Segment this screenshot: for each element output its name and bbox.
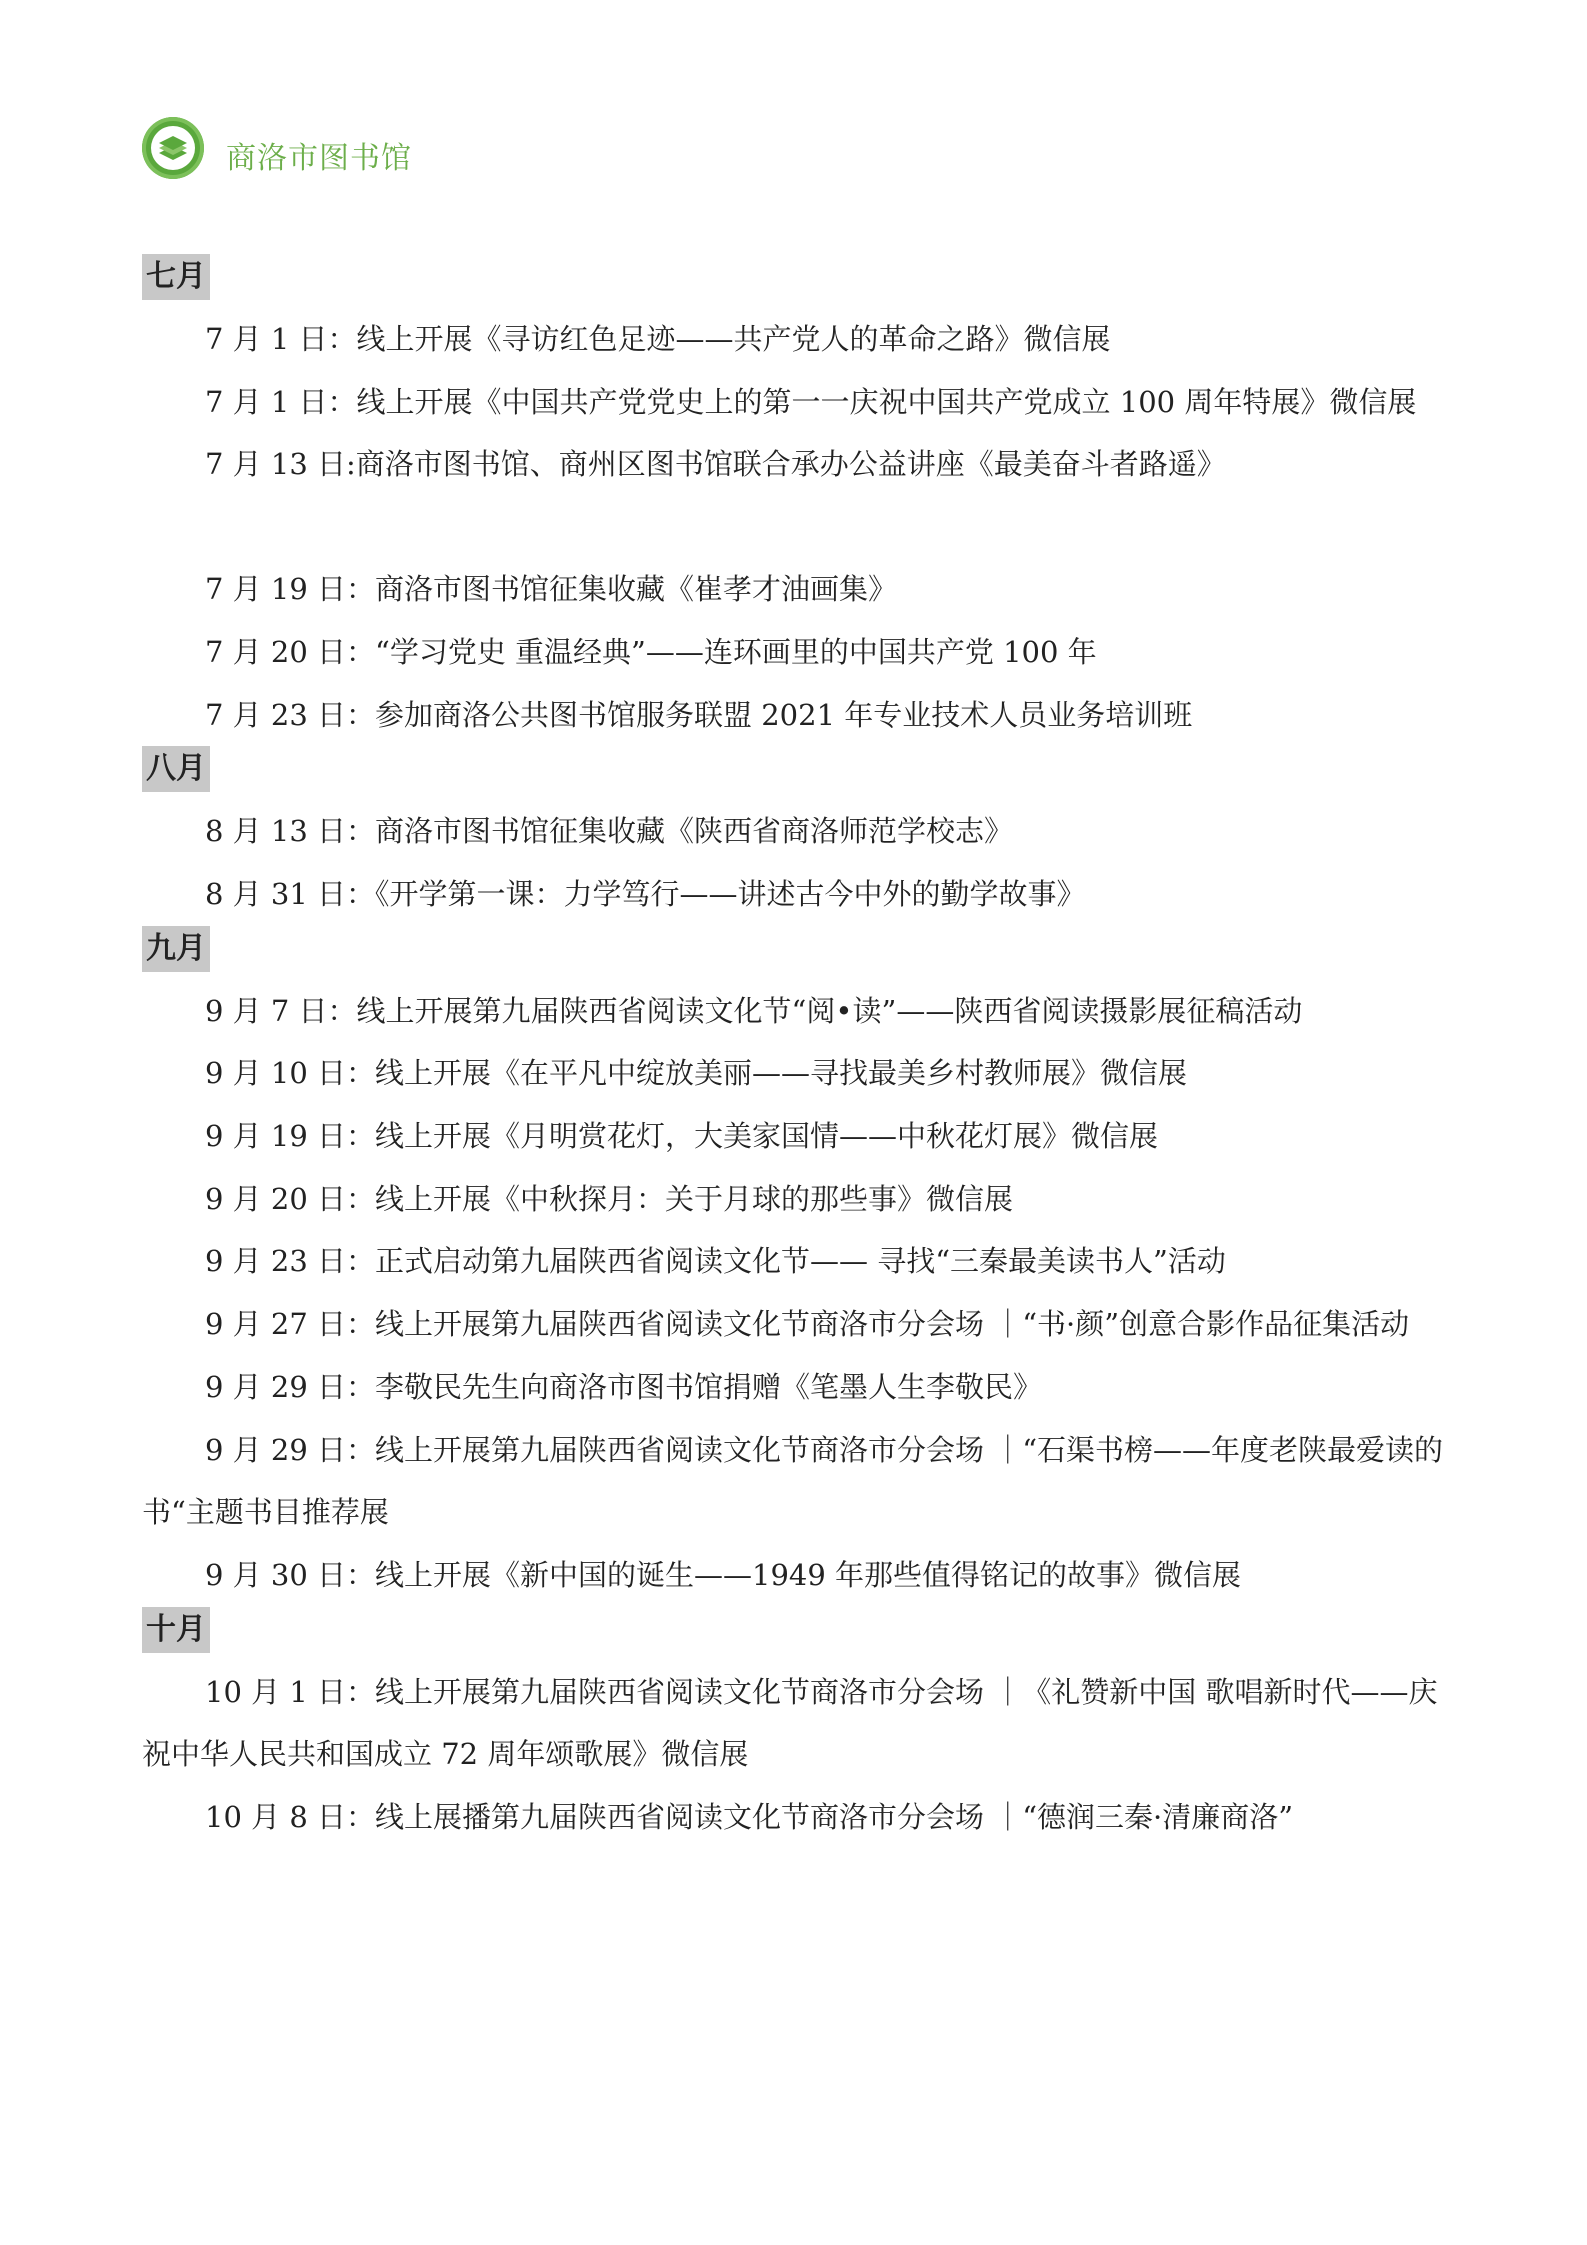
- list-item: 7 月 1 日：线上开展《中国共产党党史上的第一一庆祝中国共产党成立 100 周年特展》微信展: [205, 384, 1417, 419]
- spacer: [142, 496, 1452, 558]
- list-item: 9 月 27 日：线上开展第九届陕西省阅读文化节商洛市分会场 ｜“书·颜”创意合影作品征集活动: [205, 1307, 1410, 1342]
- list-item: 9 月 29 日：李敬民先生向商洛市图书馆捐赠《笔墨人生李敬民》: [205, 1369, 1043, 1404]
- page-header: [142, 118, 412, 178]
- list-item: 9 月 23 日：正式启动第九届陕西省阅读文化节—— 寻找“三秦最美读书人”活动: [205, 1244, 1226, 1279]
- month-label: 九月: [142, 926, 210, 972]
- list-item: 8 月 31 日：《开学第一课：力学笃行——讲述古今中外的勤学故事》: [205, 876, 1086, 911]
- list-item: 7 月 1 日：线上开展《寻访红色足迹——共产党人的革命之路》微信展: [205, 322, 1111, 356]
- list-item: 8 月 13 日：商洛市图书馆征集收藏《陕西省商洛师范学校志》: [205, 814, 1014, 849]
- event-list: [142, 254, 1452, 1849]
- list-item: 9 月 19 日：线上开展《月明赏花灯，大美家国情——中秋花灯展》微信展: [205, 1119, 1159, 1154]
- list-item: 9 月 20 日：线上开展《中秋探月：关于月球的那些事》微信展: [205, 1181, 1014, 1216]
- list-item: 7 月 13 日:商洛市图书馆、商州区图书馆联合承办公益讲座《最美奋斗者路遥》: [205, 447, 1226, 482]
- list-item: 7 月 20 日：“学习党史 重温经典”——连环画里的中国共产党 100 年: [205, 634, 1097, 669]
- list-item: 9 月 7 日：线上开展第九届陕西省阅读文化节“阅•读”——陕西省阅读摄影展征稿活动: [205, 993, 1303, 1028]
- list-item: 10 月 8 日：线上展播第九届陕西省阅读文化节商洛市分会场 ｜“德润三秦·清廉商洛”: [205, 1800, 1294, 1835]
- list-item: 9 月 29 日：线上开展第九届陕西省阅读文化节商洛市分会场 ｜“石渠书榜——年度老陕最爱读的书“主题书目推荐展: [142, 1432, 1444, 1530]
- month-label: 八月: [142, 746, 210, 792]
- list-item: 10 月 1 日：线上开展第九届陕西省阅读文化节商洛市分会场 ｜《礼赞新中国 歌唱新时代——庆祝中华人民共和国成立 72 周年颂歌展》微信展: [142, 1674, 1438, 1772]
- list-item: 7 月 23 日：参加商洛公共图书馆服务联盟 2021 年专业技术人员业务培训班: [205, 697, 1193, 732]
- list-item: 7 月 19 日：商洛市图书馆征集收藏《崔孝才油画集》: [205, 572, 898, 607]
- library-logo-icon: [142, 117, 204, 179]
- list-item: 9 月 30 日：线上开展《新中国的诞生——1949 年那些值得铭记的故事》微信展: [205, 1557, 1242, 1592]
- month-label: 七月: [142, 254, 210, 300]
- list-item: 9 月 10 日：线上开展《在平凡中绽放美丽——寻找最美乡村教师展》微信展: [205, 1056, 1188, 1091]
- month-label: 十月: [142, 1607, 210, 1653]
- library-name: 商洛市图书馆: [226, 141, 412, 176]
